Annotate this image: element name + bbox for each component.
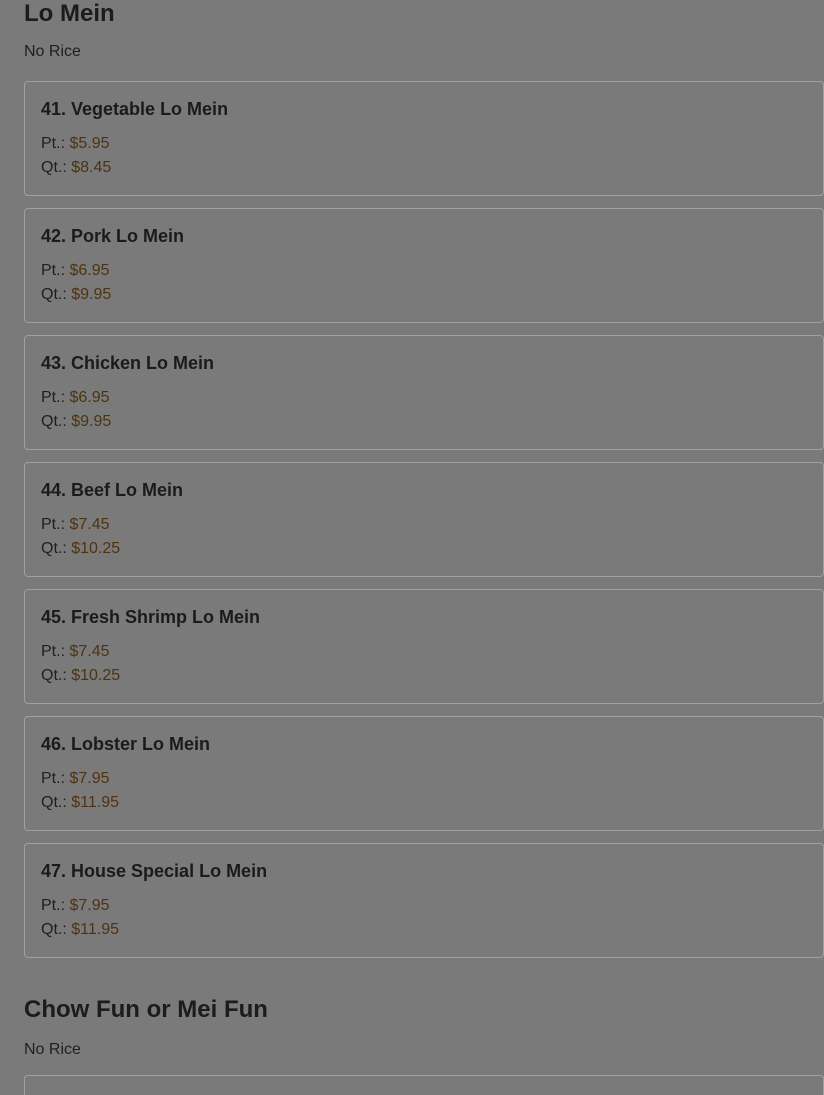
pint-label: Pt.: [41,770,66,787]
pint-price-line [41,259,807,283]
pint-price: $6.95 [69,262,110,279]
quart-price: $9.95 [71,413,112,430]
quart-label: Qt.: [41,286,67,303]
pint-price: $7.95 [69,770,110,787]
quart-label: Qt.: [41,667,67,684]
menu-item-card[interactable] [24,208,824,323]
pint-price-line [41,894,807,918]
pint-price: $7.95 [69,897,110,914]
menu-item-card[interactable] [24,81,824,196]
menu-item-card[interactable] [24,716,824,831]
pint-label: Pt.: [41,389,66,406]
quart-price: $10.25 [71,667,121,684]
section-title-chow-fun: Chow Fun or Mei Fun [24,996,268,1023]
pint-label: Pt.: [41,262,66,279]
quart-price: $9.95 [71,286,112,303]
menu-item-name: 46. Lobster Lo Mein [41,734,211,754]
pint-price: $7.45 [69,516,110,533]
menu-item-card[interactable] [24,589,824,704]
quart-price-line [41,283,807,307]
menu-item-card-partial[interactable] [24,1075,824,1095]
section-title-lo-mein: Lo Mein [24,0,115,27]
pint-price-line [41,767,807,791]
menu-item-name: 47. House Special Lo Mein [41,861,268,881]
menu-item-name: 45. Fresh Shrimp Lo Mein [41,607,261,627]
quart-price-line [41,537,807,561]
quart-label: Qt.: [41,921,67,938]
quart-price-line [41,410,807,434]
quart-label: Qt.: [41,540,67,557]
menu-item-list [24,81,824,958]
quart-price-line [41,156,807,180]
menu-item-card[interactable] [24,335,824,450]
quart-price-line [41,918,807,942]
section-chow-fun [24,996,824,1060]
menu-item-name: 41. Vegetable Lo Mein [41,99,229,119]
menu-page [24,0,824,970]
menu-item-card[interactable] [24,462,824,577]
pint-label: Pt.: [41,897,66,914]
pint-price-line [41,386,807,410]
menu-item-name: 43. Chicken Lo Mein [41,353,215,373]
pint-price-line [41,513,807,537]
menu-item-name: 42. Pork Lo Mein [41,226,185,246]
pint-label: Pt.: [41,516,66,533]
quart-price: $10.25 [71,540,121,557]
quart-price: $11.95 [71,794,119,811]
quart-price: $8.45 [71,159,112,176]
menu-item-name: 44. Beef Lo Mein [41,480,184,500]
menu-item-card[interactable] [24,843,824,958]
pint-price: $6.95 [69,389,110,406]
pint-price-line [41,132,807,156]
quart-label: Qt.: [41,159,67,176]
section-subtitle-chow-fun: No Rice [24,1041,81,1058]
quart-price-line [41,664,807,688]
quart-label: Qt.: [41,413,67,430]
pint-price: $7.45 [69,643,110,660]
quart-price: $11.95 [71,921,119,938]
pint-price: $5.95 [69,135,110,152]
pint-label: Pt.: [41,643,66,660]
pint-price-line [41,640,807,664]
quart-label: Qt.: [41,794,67,811]
pint-label: Pt.: [41,135,66,152]
quart-price-line [41,791,807,815]
section-subtitle-lo-mein: No Rice [24,43,81,60]
